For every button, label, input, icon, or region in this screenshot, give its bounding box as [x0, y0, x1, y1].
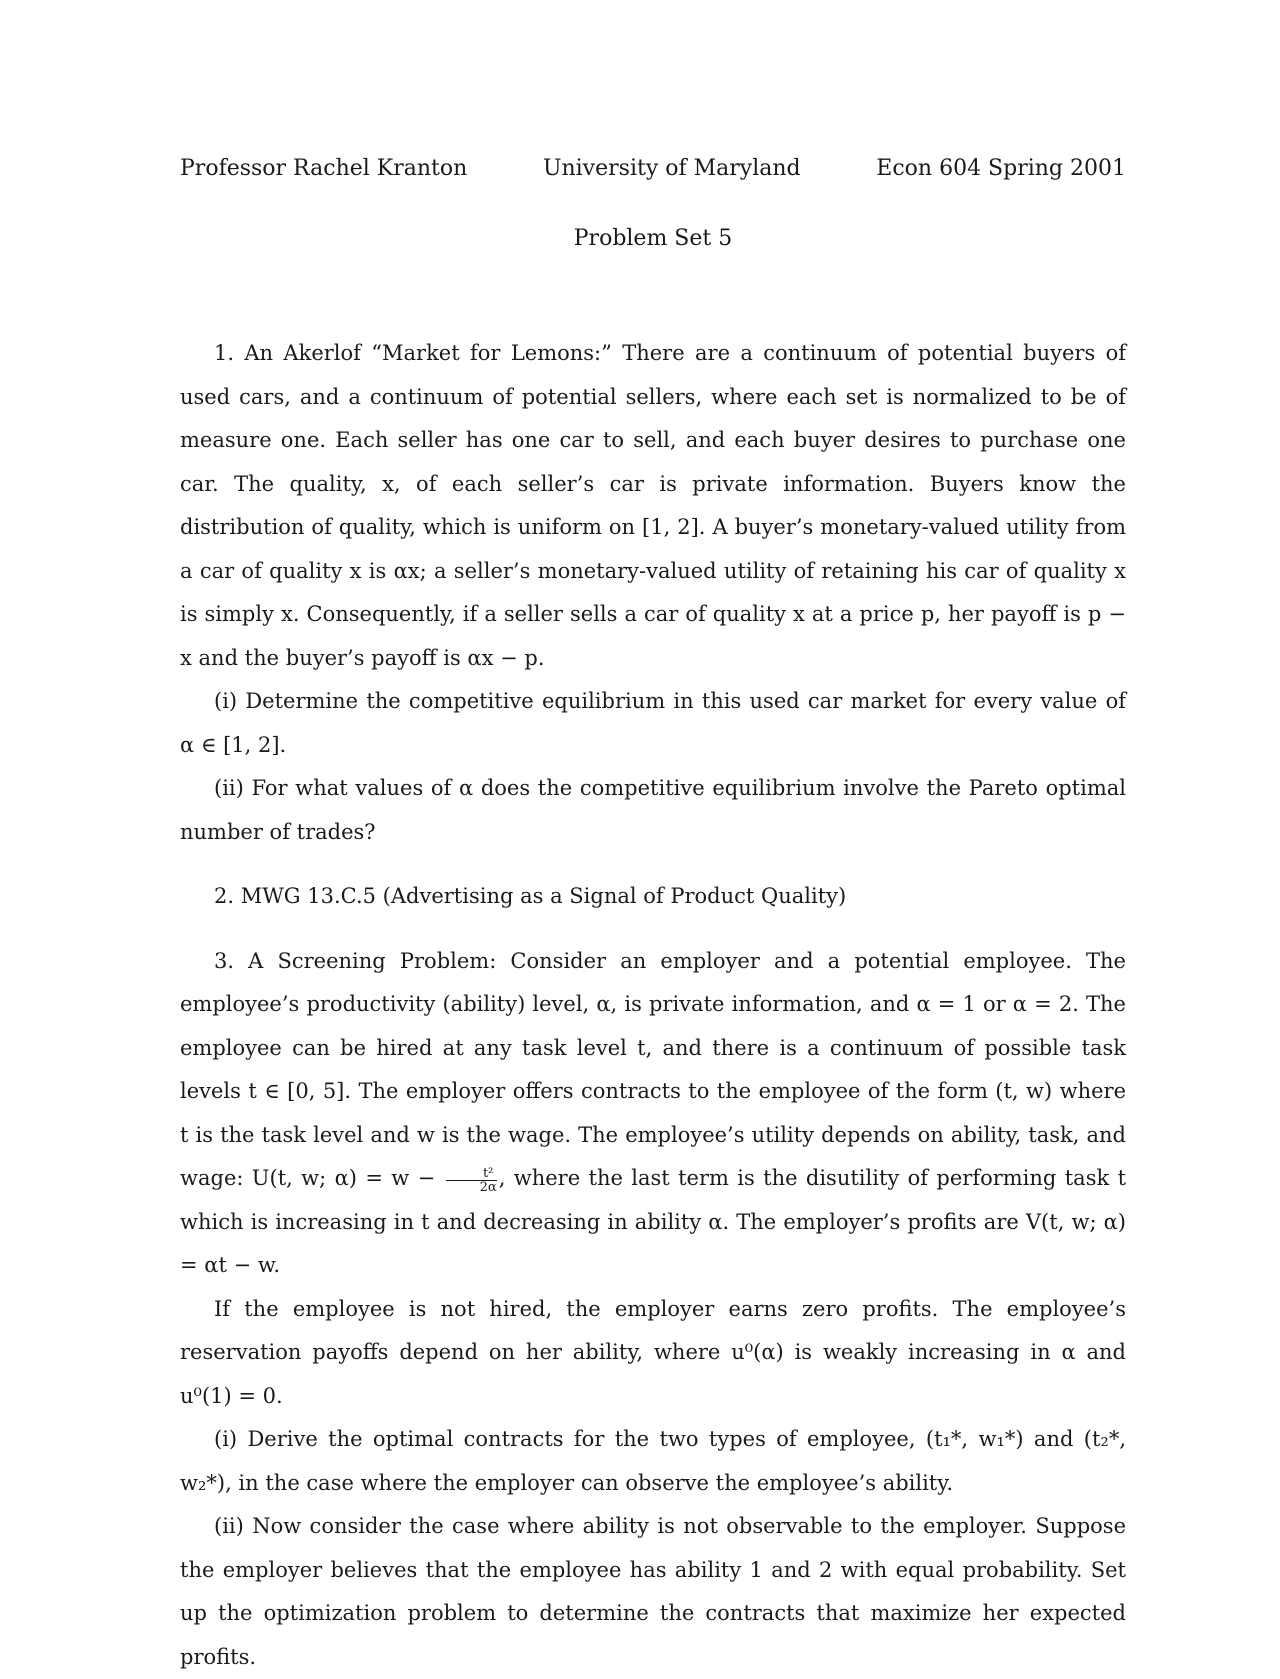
problem-3-statement [180, 940, 1126, 1288]
problem-3-text-b: , where the last term is the disutility of performing task t which is increasing in t and decreasing in ability α. The employer’s profits are V(t, w; α) = αt − w. [180, 1166, 1127, 1277]
disutility-fraction [446, 1167, 497, 1194]
document-body [180, 332, 1126, 1679]
problem-1-part-ii: (ii) For what values of α does the competitive equilibrium involve the Pareto optimal number of trades? [180, 776, 1126, 844]
problem-1-part-i: (i) Determine the competitive equilibrium in this used car market for every value of α ∈ [1, 2]. [180, 689, 1126, 757]
fraction-numerator: t² [446, 1167, 497, 1181]
problem-1-statement: 1. An Akerlof “Market for Lemons:” There are a continuum of potential buyers of used cars, and a continuum of potential sellers, where each set is normalized to be of measure one. Each seller has one car to sell, and each buyer desires to purchase one car. The quality, x, of each seller’s car is private information. Buyers know the distribution of quality, which is uniform on [1, 2]. A buyer’s monetary-valued utility from a car of quality x is αx; a seller’s monetary-valued utility of retaining his car of quality x is simply x. Consequently, if a seller sells a car of quality x at a price p, her payoff is p − x and the buyer’s payoff is αx − p. [180, 341, 1126, 670]
problem-3-part-i: (i) Derive the optimal contracts for the two types of employee, (t₁*, w₁*) and (t₂*, w₂*), in the case where the employer can observe the employee’s ability. [180, 1427, 1126, 1495]
header-course: Econ 604 Spring 2001 [876, 156, 1126, 181]
fraction-denominator: 2α [479, 1180, 497, 1195]
header-professor: Professor Rachel Kranton [180, 156, 468, 181]
header-university: University of Maryland [542, 156, 801, 181]
page-header [180, 152, 1126, 186]
problem-3-text-a: 3. A Screening Problem: Consider an employer and a potential employee. The employee’s productivity (ability) level, α, is private information, and α = 1 or α = 2. The employee can be hired at any task level t, and there is a continuum of possible task levels t ∈ [0, 5]. The employer offers contracts to the employee of the form (t, w) where t is the task level and w is the wage. The employee’s utility depends on ability, task, and wage: U(t, w; α) = w − [180, 948, 1126, 1190]
problem-set-title: Problem Set 5 [573, 226, 733, 251]
problem-3-reservation: If the employee is not hired, the employer earns zero profits. The employee’s reservation payoffs depend on her ability, where u⁰(α) is weakly increasing in α and u⁰(1) = 0. [180, 1296, 1126, 1408]
problem-2-statement: 2. MWG 13.C.5 (Advertising as a Signal of Product Quality) [214, 884, 847, 908]
problem-3-part-ii: (ii) Now consider the case where ability is not observable to the employer. Suppose the employer believes that the employee has ability 1 and 2 with equal probability. Set up the optimization problem to determine the contracts that maximize her expected profits. [180, 1514, 1126, 1669]
